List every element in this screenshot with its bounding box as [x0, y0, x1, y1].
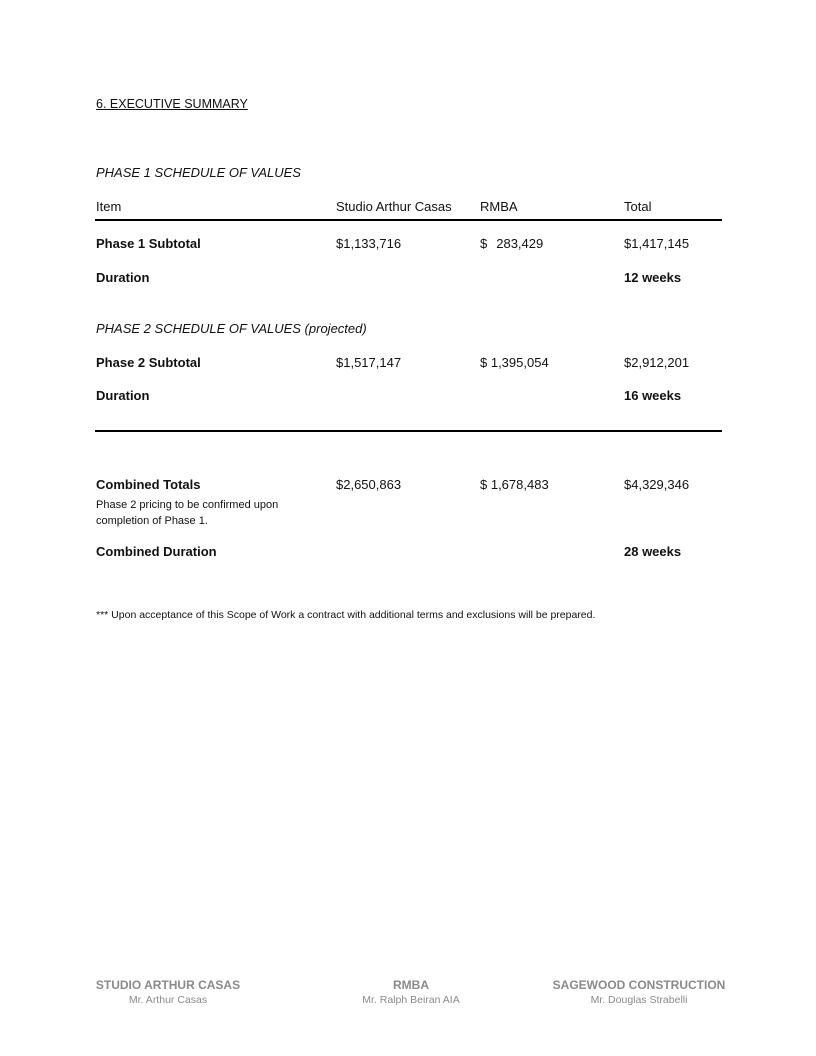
- phase1-subtotal-rmba: [480, 236, 543, 251]
- phase2-title: PHASE 2 SCHEDULE OF VALUES (projected): [96, 321, 367, 336]
- footer-company: SAGEWOOD CONSTRUCTION: [552, 978, 726, 992]
- combined-duration-label: Combined Duration: [96, 544, 217, 559]
- phase1-subtotal-label: Phase 1 Subtotal: [96, 236, 201, 251]
- section-heading: 6. EXECUTIVE SUMMARY: [96, 97, 248, 111]
- footer-sagewood-construction: [548, 978, 730, 1008]
- phase2-subtotal-total: $2,912,201: [624, 355, 690, 370]
- combined-totals-label: Combined Totals: [96, 477, 201, 492]
- phase1-duration-label: Duration: [96, 270, 150, 285]
- header-total: Total: [624, 199, 652, 214]
- section-rule: [95, 430, 722, 432]
- footer-company: STUDIO ARTHUR CASAS: [95, 978, 241, 992]
- phase2-subtotal-rmba: $ 1,395,054: [480, 355, 549, 370]
- footer-company: RMBA: [393, 978, 429, 992]
- phase2-duration-label: Duration: [96, 388, 150, 403]
- header-rmba: RMBA: [480, 199, 518, 214]
- phase1-duration-total: 12 weeks: [624, 270, 682, 285]
- footer-rmba: [331, 978, 491, 1008]
- footer-person: Mr. Arthur Casas: [128, 994, 208, 1006]
- combined-duration-total: 28 weeks: [624, 544, 682, 559]
- footer-person: Mr. Douglas Strabelli: [590, 994, 688, 1006]
- combined-total: $4,329,346: [624, 477, 690, 492]
- combined-rmba: $ 1,678,483: [480, 477, 549, 492]
- phase1-subtotal-sac: $1,133,716: [336, 236, 402, 251]
- currency-symbol: $: [480, 236, 488, 251]
- phase2-subtotal-label: Phase 2 Subtotal: [96, 355, 201, 370]
- header-studio-arthur-casas: Studio Arthur Casas: [336, 199, 452, 214]
- rmba-amount: 283,429: [496, 236, 544, 251]
- phase2-subtotal-sac: $1,517,147: [336, 355, 402, 370]
- header-rule: [95, 219, 722, 221]
- phase1-title: PHASE 1 SCHEDULE OF VALUES: [96, 165, 301, 180]
- footer-studio-arthur-casas: [88, 978, 248, 1008]
- header-item: Item: [96, 199, 122, 214]
- combined-sac: $2,650,863: [336, 477, 402, 492]
- phase2-duration-total: 16 weeks: [624, 388, 682, 403]
- phase1-subtotal-total: $1,417,145: [624, 236, 690, 251]
- footnote: *** Upon acceptance of this Scope of Work a contract with additional terms and exclusions will be prepared.: [96, 609, 596, 621]
- footer-person: Mr. Ralph Beiran AIA: [362, 994, 460, 1006]
- combined-note: Phase 2 pricing to be confirmed upon completion of Phase 1.: [96, 499, 279, 527]
